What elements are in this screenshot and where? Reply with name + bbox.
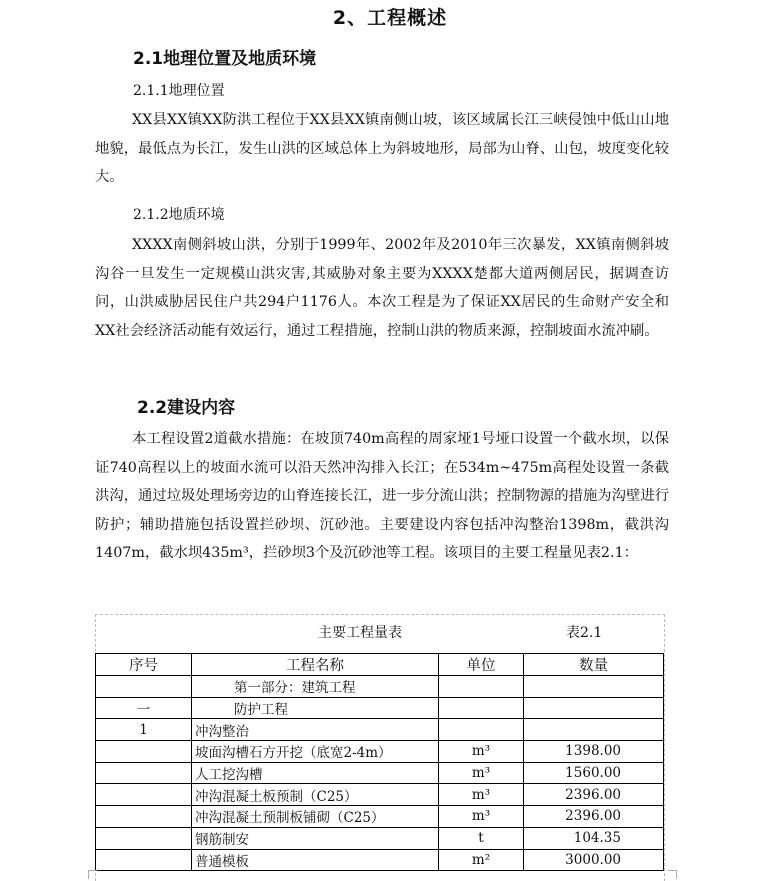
cell-qty [524, 719, 664, 741]
table-row [96, 849, 664, 871]
page-corner-mark [668, 870, 677, 879]
header-qty: 数量 [524, 654, 664, 676]
cell-unit [439, 676, 524, 698]
cell-unit [439, 697, 524, 719]
cell-name: 冲沟混凝土板预制（C25） [192, 784, 439, 806]
cell-no [96, 827, 192, 849]
cell-no [96, 806, 192, 828]
cell-name: 普通模板 [192, 849, 439, 871]
table-row [96, 827, 664, 849]
cell-unit: m³ [439, 741, 524, 763]
table-header-row [96, 654, 664, 676]
cell-unit: m² [439, 849, 524, 871]
cell-name: 冲沟整治 [192, 719, 439, 741]
heading-2-1-1: 2.1.1地理位置 [133, 83, 225, 99]
table-title: 主要工程量表 [318, 625, 402, 641]
page-corner-mark [88, 870, 97, 879]
cell-qty: 1398.00 [524, 741, 664, 763]
paragraph-geographic-location: XX县XX镇XX防洪工程位于XX县XX镇南侧山坡，该区域属长江三峡侵蚀中低山山地地貌，最低点为长江，发生山洪的区域总体上为斜坡地形，局部为山脊、山包，坡度变化较大。 [95, 112, 669, 186]
header-name: 工程名称 [192, 654, 439, 676]
cell-qty: 104.35 [524, 827, 664, 849]
heading-2-2: 2.2建设内容 [137, 398, 236, 418]
cell-no [96, 849, 192, 871]
quantities-table [95, 653, 664, 871]
paragraph-geological-environment: XXXX南侧斜坡山洪，分别于1999年、2002年及2010年三次暴发，XX镇南侧斜坡沟谷一旦发生一定规模山洪灾害,其威胁对象主要为XXXX楚都大道两侧居民，据调查访问，山洪威胁居民住户共294户1176人。本次工程是为了保证XX居民的生命财产安全和XX社会经济活动能有效运行，通过工程措施，控制山洪的物质来源，控制坡面水流冲刷。 [95, 237, 669, 339]
cell-name: 人工挖沟槽 [192, 762, 439, 784]
heading-2-1: 2.1地理位置及地质环境 [133, 49, 317, 69]
heading-2-1-2: 2.1.2地质环境 [133, 207, 225, 223]
table-number: 表2.1 [566, 625, 603, 641]
cell-no [96, 676, 192, 698]
cell-qty: 2396.00 [524, 806, 664, 828]
section-title: 2、工程概述 [332, 7, 448, 29]
cell-no: 1 [96, 719, 192, 741]
cell-qty [524, 697, 664, 719]
cell-name: 冲沟混凝土预制板铺砌（C25） [192, 806, 439, 828]
cell-name: 防护工程 [192, 697, 439, 719]
cell-no [96, 741, 192, 763]
header-no: 序号 [96, 654, 192, 676]
table-row [96, 719, 664, 741]
table-row [96, 676, 664, 698]
cell-qty [524, 676, 664, 698]
table-row [96, 741, 664, 763]
cell-unit: m³ [439, 762, 524, 784]
cell-no [96, 784, 192, 806]
cell-qty: 3000.00 [524, 849, 664, 871]
paragraph-construction-content: 本工程设置2道截水措施：在坡顶740m高程的周家垭1号垭口设置一个截水坝，以保证740高程以上的坡面水流可以沿天然冲沟排入长江；在534m~475m高程处设置一条截洪沟，通过垃圾处理场旁边的山脊连接长江，进一步分流山洪；控制物源的措施为沟壁进行防护；辅助措施包括设置拦砂坝、沉砂池。主要建设内容包括冲沟整治1398m，截洪沟1407m，截水坝435m³，拦砂坝3个及沉砂池等工程。该项目的主要工程量见表2.1： [95, 431, 669, 562]
cell-name: 钢筋制安 [192, 827, 439, 849]
table-row [96, 784, 664, 806]
header-unit: 单位 [439, 654, 524, 676]
cell-unit: m³ [439, 806, 524, 828]
cell-qty: 2396.00 [524, 784, 664, 806]
cell-name: 坡面沟槽石方开挖（底宽2-4m） [192, 741, 439, 763]
table-row [96, 762, 664, 784]
table-row [96, 806, 664, 828]
cell-name: 第一部分：建筑工程 [192, 676, 439, 698]
cell-no [96, 762, 192, 784]
cell-unit [439, 719, 524, 741]
cell-unit: t [439, 827, 524, 849]
table-row [96, 697, 664, 719]
cell-unit: m³ [439, 784, 524, 806]
cell-qty: 1560.00 [524, 762, 664, 784]
cell-no: 一 [96, 697, 192, 719]
